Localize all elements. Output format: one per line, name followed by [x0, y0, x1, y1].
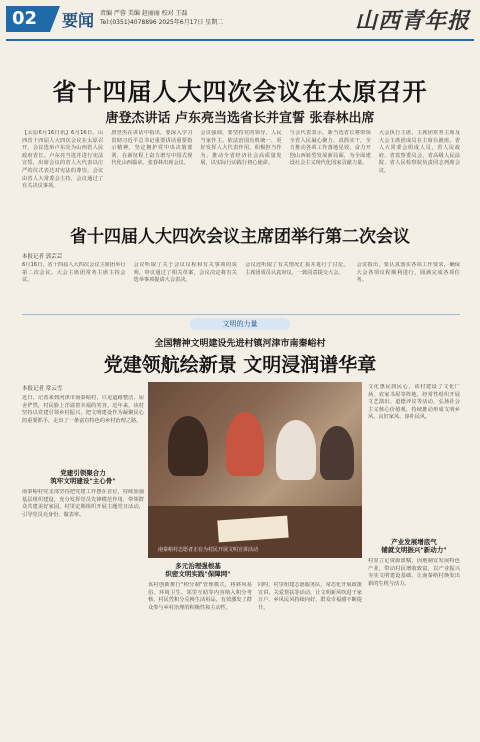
article3-mid-body — [148, 582, 362, 734]
article3-right-column — [368, 384, 460, 734]
article1-col: 会议强调，要坚持党的领导、人民当家作主、依法治国有机统一，更好发挥人大代表作用，积极担当作为，推动全省经济社会高质量发展，以实际行动践行初心使命。 — [200, 130, 282, 167]
article3-text: 村里立足资源禀赋，因地制宜发展特色产业，带动村民增收致富，以产业振兴夯实文明建设基础，让南秦峪村焕发出新的生机与活力。 — [368, 558, 460, 587]
editor-credits: 责编 严蓉 美编 赵丽丽 校对 王磊 — [100, 10, 188, 17]
photo-person — [168, 416, 208, 476]
section-title: 要闻 — [62, 11, 95, 30]
article2-col: 会议听取了关于会议议程和有关事项的说明，审议通过了相关草案，会议决定将有关选举事项提请大会表决。 — [133, 262, 237, 284]
article3-text: 南秦峪村党支部坚持把党建工作摆在首位，持续加强基层组织建设，充分发挥党员先锋模范作用，带领群众共建美好家园。村里定期组织开展主题党日活动，引导党员亮身份、做表率。 — [22, 489, 144, 518]
article2-headline: 省十四届人大四次会议主席团举行第二次会议 — [70, 227, 410, 247]
article1-body — [22, 130, 460, 208]
article3-kicker: 全国精神文明建设先进村镇河津市南秦峪村 — [154, 339, 326, 349]
page-number — [6, 6, 50, 32]
article3-text: 该村创新推行"积分制"管理模式，将移风易俗、环境卫生、邻里互助等内容纳入积分考核，村民凭积分兑换生活用品，有效激发了群众参与乡村治理的积极性和主动性。 — [148, 582, 252, 611]
photo-caption: 南秦峪村志愿者正在为村民开展文明宣讲活动 — [158, 547, 259, 553]
article3-text: 同时，村里组建志愿服务队，常态化开展政策宣讲、关爱帮扶等活动，让文明新风吹进千家万户，乡风民风持续向好，群众幸福感不断提升。 — [258, 582, 362, 611]
article3-photo — [148, 382, 362, 558]
article1-headline: 省十四届人大四次会议在太原召开 — [52, 78, 428, 106]
column-banner: 文明的力量 — [190, 318, 290, 330]
newspaper-logo: 山西青年报 — [354, 8, 470, 34]
article2-col: 会议指出，要认真落实各项工作要求，确保大会各项议程顺利进行，圆满完成各项任务。 — [356, 262, 460, 284]
article3-text: 近日，记者来到河津市南秦峪村，只见道路整洁、屋舍俨然，村民脸上洋溢着幸福的笑容。近年来，该村坚持以党建引领乡村振兴，把文明建设作为凝聚民心的重要抓手，走出了一条富有特色的乡村治理之路。 — [22, 395, 144, 424]
article3-byline: 本报记者 常云雪 — [22, 386, 63, 392]
header-rule — [6, 39, 474, 41]
article3-text: 文化惠民润民心，该村建设了文化广场、农家书屋等阵地，经常性组织开展文艺演出、道德评议等活动，弘扬社会主义核心价值观，持续推动形成文明乡风、良好家风、淳朴民风。 — [368, 384, 460, 421]
article3-left-column — [22, 384, 144, 734]
article2-col: 6月16日，省十四届人大四次会议主席团举行第二次会议。大会主席团常务主席主持会议。 — [22, 262, 126, 284]
article1-col: 与会代表表示，新当选省长将带领全省人民凝心聚力、真抓实干，全力推动各项工作落地见效，奋力开创山西转型发展新局面，为全面建设社会主义现代化国家贡献力量。 — [289, 130, 371, 167]
section-divider — [22, 314, 460, 315]
article2-col: 会议还听取了有关情况汇报并进行了讨论，主席团成员认真审议，一致同意提交大会。 — [245, 262, 349, 276]
article1-col: 唐登杰在讲话中指出，要深入学习贯彻习近平总书记重要讲话重要指示精神，坚定拥护党中央决策部署，在新征程上奋力谱写中国式现代化山西篇章。张春林出席会议。 — [111, 130, 193, 167]
article3-subheading: 党建引领聚合力 筑牢文明建设"主心骨" — [50, 469, 116, 485]
article3-headline: 党建领航绘新景 文明浸润谱华章 — [103, 354, 377, 376]
page-number-text: 02 — [12, 8, 38, 29]
photo-person — [320, 426, 354, 480]
contact-date: Tel:(0351)4078896 2025年6月17日 星期二 — [100, 19, 224, 26]
article2-byline: 本报记者 郭芸芸 — [22, 254, 63, 260]
photo-person — [226, 412, 264, 476]
article3-right-subheading: 产业发展增底气 铺就文明振兴"新动力" — [381, 538, 447, 554]
article1-col: 大会执行主席、主席团常务主席及大会主席团成员在主席台就座。省人大常委会组成人员，省人民政府、省监察委员会、省高级人民法院、省人民检察院负责同志列席会议。 — [378, 130, 461, 174]
photo-person — [276, 420, 316, 480]
article2-body — [22, 262, 460, 308]
page-header — [0, 0, 480, 40]
article1-col: 【太原6月16日讯】6月16日，山西省十四届人大四次会议在太原召开。会议选举卢东亮为山西省人民政府省长。卢东亮当选并进行宪法宣誓，出席会议的省人大代表以庄严的仪式表达对宪法的尊崇。会议由省人大常委会主持，会议通过了有关决议事项。 — [22, 130, 104, 190]
article3-mid-subheading: 多元治理强根基 织密文明实践"保障网" — [165, 562, 231, 578]
article1-subheadline: 唐登杰讲话 卢东亮当选省长并宣誓 张春林出席 — [105, 111, 375, 126]
